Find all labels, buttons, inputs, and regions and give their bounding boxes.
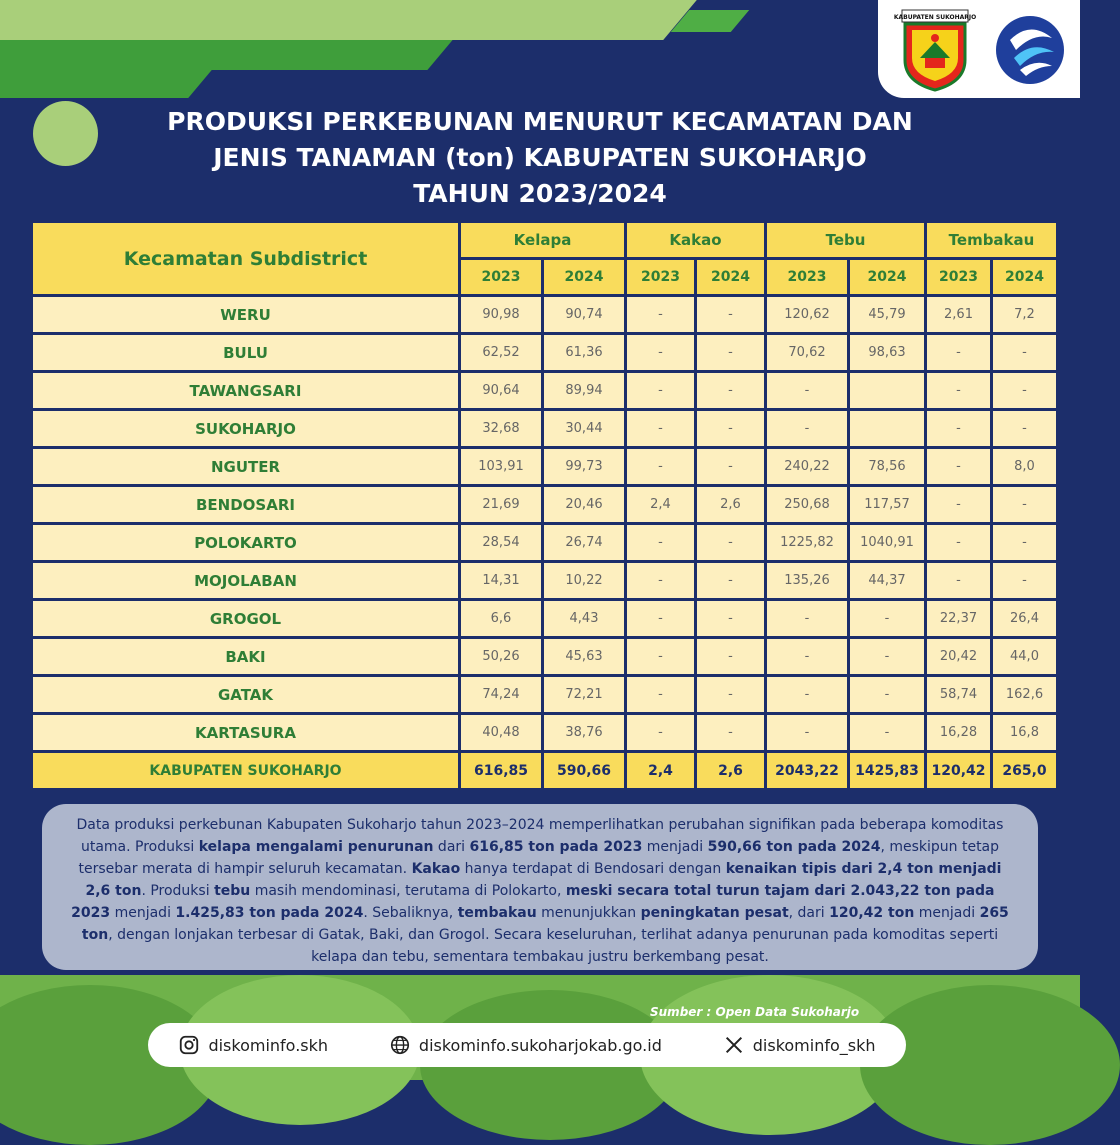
summary-segment: , dengan lonjakan terbesar di Gatak, Baki, dan Grogol. Secara keseluruhan, terlihat adanya penurunan pada komoditas seperti kelapa dan tebu, sementara tembakau justru berkembang pesat. <box>108 927 999 965</box>
table-cell: 45,63 <box>544 639 624 674</box>
x-icon <box>723 1034 745 1056</box>
summary-segment: 120,42 ton <box>829 905 915 921</box>
table-cell: 135,26 <box>767 563 847 598</box>
table-cell: 1040,91 <box>850 525 924 560</box>
table-cell: - <box>697 715 764 750</box>
header-group-tebu: Tebu <box>767 223 924 257</box>
foliage-shape <box>860 985 1120 1145</box>
social-bar <box>148 1023 906 1067</box>
table-cell: - <box>697 373 764 408</box>
table-cell: 90,74 <box>544 297 624 332</box>
page-title <box>0 104 1080 212</box>
table-cell: - <box>767 373 847 408</box>
kecamatan-name: KARTASURA <box>33 715 458 750</box>
header-year: 2024 <box>850 260 924 294</box>
table-cell: 30,44 <box>544 411 624 446</box>
table-cell: 590,66 <box>544 753 624 788</box>
table-cell: 2043,22 <box>767 753 847 788</box>
website-url: diskominfo.sukoharjokab.go.id <box>418 1035 662 1055</box>
table-cell: 6,6 <box>461 601 541 636</box>
table-cell: - <box>697 297 764 332</box>
header-year: 2024 <box>993 260 1056 294</box>
header-year: 2023 <box>461 260 541 294</box>
table-cell: - <box>850 639 924 674</box>
x-link[interactable] <box>723 1034 876 1056</box>
table-cell: - <box>927 335 990 370</box>
table-cell: 78,56 <box>850 449 924 484</box>
kecamatan-name: TAWANGSARI <box>33 373 458 408</box>
summary-text <box>42 804 1038 970</box>
header-year: 2024 <box>697 260 764 294</box>
table-cell: - <box>993 487 1056 522</box>
table-cell: 90,98 <box>461 297 541 332</box>
table-row <box>33 563 1056 598</box>
summary-segment: menjadi <box>642 839 708 855</box>
table-cell: 2,61 <box>927 297 990 332</box>
table-cell: - <box>697 411 764 446</box>
table-row <box>33 487 1056 522</box>
kecamatan-name: GROGOL <box>33 601 458 636</box>
table-cell: - <box>627 449 694 484</box>
table-cell: - <box>927 411 990 446</box>
table-cell: 14,31 <box>461 563 541 598</box>
table-cell: 1425,83 <box>850 753 924 788</box>
summary-segment: 590,66 ton pada 2024 <box>707 839 881 855</box>
table-cell: 117,57 <box>850 487 924 522</box>
table-cell: 62,52 <box>461 335 541 370</box>
summary-segment: hanya terdapat di Bendosari dengan <box>460 861 726 877</box>
table-cell: 50,26 <box>461 639 541 674</box>
table-cell: - <box>697 601 764 636</box>
table-cell: 120,42 <box>927 753 990 788</box>
decor-stripe <box>0 0 697 40</box>
table-cell: 250,68 <box>767 487 847 522</box>
table-cell: - <box>927 563 990 598</box>
table-row <box>33 373 1056 408</box>
table-cell: 98,63 <box>850 335 924 370</box>
table-cell: - <box>767 715 847 750</box>
header-group-tembakau: Tembakau <box>927 223 1056 257</box>
table-cell: - <box>697 639 764 674</box>
table-row <box>33 677 1056 712</box>
summary-segment: meski secara total turun tajam dari 2.043,22 ton pada 2023 <box>71 883 995 921</box>
table-cell: 2,6 <box>697 487 764 522</box>
table-cell: 44,0 <box>993 639 1056 674</box>
table-cell: 20,42 <box>927 639 990 674</box>
table-cell: - <box>697 677 764 712</box>
summary-segment: , dari <box>788 905 830 921</box>
summary-segment: 616,85 ton pada 2023 <box>469 839 643 855</box>
table-cell: 22,37 <box>927 601 990 636</box>
kecamatan-name: MOJOLABAN <box>33 563 458 598</box>
summary-segment: 265 ton <box>81 905 1009 943</box>
kecamatan-name: GATAK <box>33 677 458 712</box>
table-cell: 26,74 <box>544 525 624 560</box>
table-cell: - <box>850 715 924 750</box>
table-row <box>33 715 1056 750</box>
header-year: 2024 <box>544 260 624 294</box>
table-cell: - <box>627 525 694 560</box>
table-cell: 10,22 <box>544 563 624 598</box>
summary-segment: menjadi <box>914 905 980 921</box>
table-cell: - <box>993 373 1056 408</box>
kecamatan-name: SUKOHARJO <box>33 411 458 446</box>
kabupaten-sukoharjo-logo <box>893 8 977 92</box>
instagram-handle: diskominfo.skh <box>208 1035 329 1055</box>
table-cell: 240,22 <box>767 449 847 484</box>
kecamatan-name: BENDOSARI <box>33 487 458 522</box>
table-cell: 16,8 <box>993 715 1056 750</box>
kecamatan-name: WERU <box>33 297 458 332</box>
table-cell <box>850 411 924 446</box>
summary-segment: masih mendominasi, terutama di Polokarto, <box>250 883 566 899</box>
table-row <box>33 449 1056 484</box>
table-cell: - <box>627 601 694 636</box>
kecamatan-name: BAKI <box>33 639 458 674</box>
table-cell: 40,48 <box>461 715 541 750</box>
header-year: 2023 <box>627 260 694 294</box>
summary-segment: Data produksi perkebunan Kabupaten Sukoharjo tahun 2023–2024 memperlihatkan perubahan signifikan pada beberapa komoditas utama. Produksi <box>76 817 1004 855</box>
header-kecamatan: Kecamatan Subdistrict <box>33 223 458 294</box>
table-cell: 103,91 <box>461 449 541 484</box>
table-cell: 21,69 <box>461 487 541 522</box>
table-cell: - <box>927 373 990 408</box>
table-cell: - <box>697 335 764 370</box>
table-cell: - <box>627 411 694 446</box>
instagram-icon <box>178 1034 200 1056</box>
table-cell: 2,4 <box>627 753 694 788</box>
table-cell: 120,62 <box>767 297 847 332</box>
table-cell: - <box>697 525 764 560</box>
summary-segment: . Produksi <box>141 883 215 899</box>
header-year: 2023 <box>927 260 990 294</box>
summary-segment: menunjukkan <box>536 905 641 921</box>
kominfo-logo <box>990 10 1070 90</box>
summary-segment: kelapa mengalami penurunan <box>198 839 434 855</box>
table-row <box>33 601 1056 636</box>
table-cell: - <box>993 411 1056 446</box>
table-cell: 45,79 <box>850 297 924 332</box>
table-cell: - <box>927 449 990 484</box>
summary-segment: Kakao <box>411 861 461 877</box>
table-cell: - <box>627 335 694 370</box>
summary-segment: tembakau <box>457 905 537 921</box>
table-row <box>33 297 1056 332</box>
table-cell: 616,85 <box>461 753 541 788</box>
table-cell: 61,36 <box>544 335 624 370</box>
globe-icon <box>389 1034 411 1056</box>
table-cell: 90,64 <box>461 373 541 408</box>
table-body <box>33 297 1056 788</box>
table-cell: 58,74 <box>927 677 990 712</box>
kecamatan-name: KABUPATEN SUKOHARJO <box>33 753 458 788</box>
table-cell: - <box>767 677 847 712</box>
table-cell: - <box>627 639 694 674</box>
table-row <box>33 525 1056 560</box>
table-cell: - <box>697 449 764 484</box>
summary-segment: 1.425,83 ton pada 2024 <box>175 905 364 921</box>
kecamatan-name: NGUTER <box>33 449 458 484</box>
header-group-kelapa: Kelapa <box>461 223 624 257</box>
table-cell: 1225,82 <box>767 525 847 560</box>
table-cell: 8,0 <box>993 449 1056 484</box>
table-cell: 38,76 <box>544 715 624 750</box>
title-line-3: TAHUN 2023/2024 <box>413 179 667 208</box>
summary-segment: kenaikan tipis dari 2,4 ton menjadi 2,6 ton <box>85 861 1002 899</box>
table-cell: - <box>850 601 924 636</box>
decor-stripe <box>0 40 453 70</box>
kecamatan-name: POLOKARTO <box>33 525 458 560</box>
summary-segment: , meskipun tetap tersebar merata di hampir seluruh kecamatan. <box>78 839 1000 877</box>
table-cell: - <box>927 525 990 560</box>
table-cell: - <box>767 411 847 446</box>
header-year: 2023 <box>767 260 847 294</box>
kabupaten-logo-text: KABUPATEN SUKOHARJO <box>893 14 977 21</box>
table-row <box>33 411 1056 446</box>
website-link[interactable] <box>389 1034 662 1056</box>
table-cell: 72,21 <box>544 677 624 712</box>
table-cell: 162,6 <box>993 677 1056 712</box>
table-row <box>33 639 1056 674</box>
table-cell: 20,46 <box>544 487 624 522</box>
table-cell: - <box>627 373 694 408</box>
table-cell: - <box>697 563 764 598</box>
table-cell: - <box>993 525 1056 560</box>
summary-segment: menjadi <box>110 905 176 921</box>
title-line-2: JENIS TANAMAN (ton) KABUPATEN SUKOHARJO <box>213 143 867 172</box>
table-cell: 2,6 <box>697 753 764 788</box>
table-cell: 70,62 <box>767 335 847 370</box>
table-cell: - <box>993 563 1056 598</box>
table-cell: - <box>993 335 1056 370</box>
table-cell: - <box>627 297 694 332</box>
decor-stripe <box>0 70 212 98</box>
header-group-kakao: Kakao <box>627 223 764 257</box>
table-cell: - <box>927 487 990 522</box>
table-cell: 74,24 <box>461 677 541 712</box>
summary-segment: peningkatan pesat <box>640 905 789 921</box>
table-cell: 2,4 <box>627 487 694 522</box>
instagram-link[interactable] <box>178 1034 328 1056</box>
table-total-row <box>33 753 1056 788</box>
kecamatan-name: BULU <box>33 335 458 370</box>
table-cell: - <box>850 677 924 712</box>
x-handle: diskominfo_skh <box>752 1035 876 1055</box>
title-line-1: PRODUKSI PERKEBUNAN MENURUT KECAMATAN DAN <box>167 107 913 136</box>
table-cell: 26,4 <box>993 601 1056 636</box>
table-cell: 7,2 <box>993 297 1056 332</box>
table-cell: 16,28 <box>927 715 990 750</box>
summary-segment: tebu <box>214 883 251 899</box>
table-cell <box>850 373 924 408</box>
table-row <box>33 335 1056 370</box>
table-cell: - <box>767 639 847 674</box>
table-cell: - <box>767 601 847 636</box>
source-note: Sumber : Open Data Sukoharjo <box>650 1005 860 1019</box>
table-cell: 44,37 <box>850 563 924 598</box>
production-table <box>30 220 1059 791</box>
table-cell: - <box>627 715 694 750</box>
summary-segment: dari <box>433 839 470 855</box>
logo-panel <box>878 0 1080 98</box>
table-cell: 28,54 <box>461 525 541 560</box>
table-cell: - <box>627 563 694 598</box>
table-cell: 32,68 <box>461 411 541 446</box>
table-cell: 265,0 <box>993 753 1056 788</box>
table-cell: - <box>627 677 694 712</box>
table-cell: 4,43 <box>544 601 624 636</box>
summary-segment: . Sebaliknya, <box>363 905 458 921</box>
table-cell: 89,94 <box>544 373 624 408</box>
table-cell: 99,73 <box>544 449 624 484</box>
